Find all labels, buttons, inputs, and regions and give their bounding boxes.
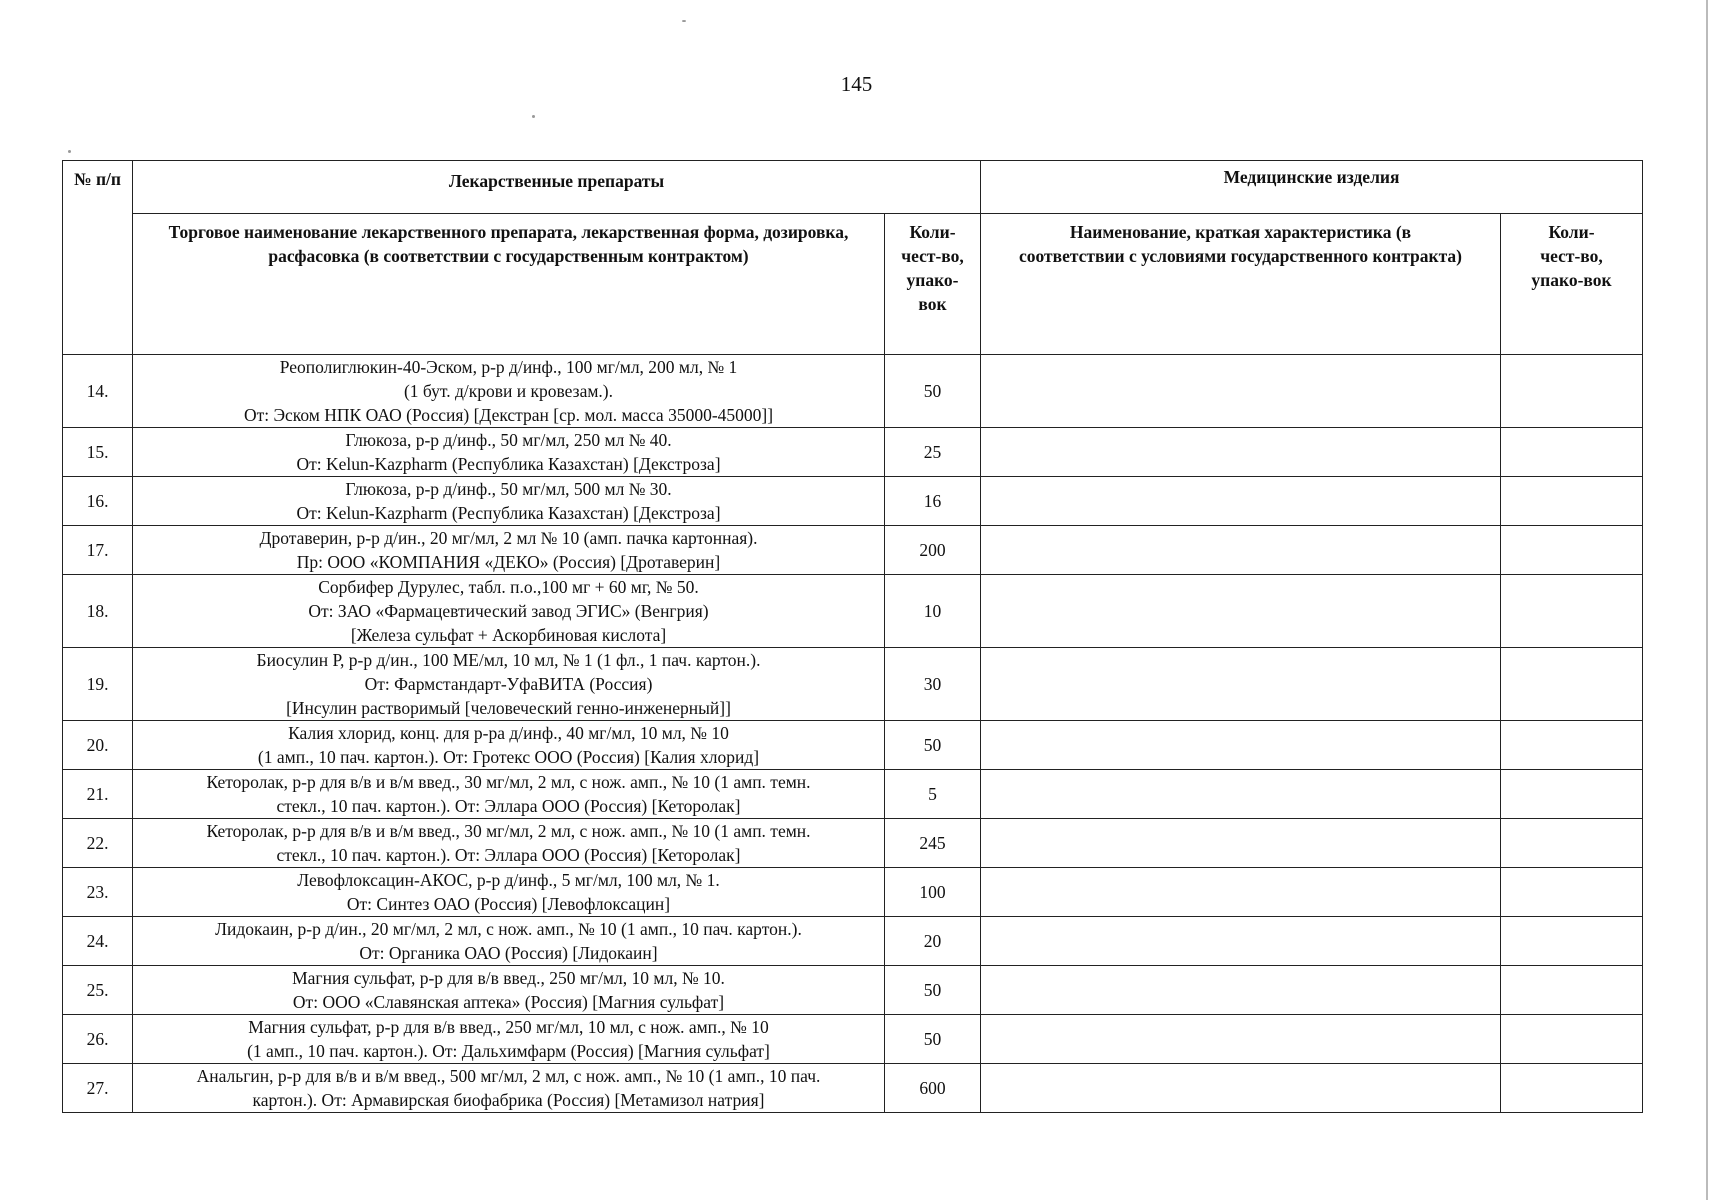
drug-description-line: Магния сульфат, р-р для в/в введ., 250 мг/мл, 10 мл, с нож. амп., № 10 (248, 1017, 769, 1037)
drug-description (133, 917, 885, 966)
device-description (981, 868, 1501, 917)
drug-description (133, 648, 885, 721)
header-drug-qty: Коли-чест-во, упако-вок (885, 214, 981, 355)
row-number: 14. (63, 355, 133, 428)
device-description (981, 477, 1501, 526)
drug-quantity: 50 (885, 721, 981, 770)
scan-speck (68, 150, 71, 153)
drug-quantity: 30 (885, 648, 981, 721)
drug-quantity: 245 (885, 819, 981, 868)
row-number: 22. (63, 819, 133, 868)
drug-quantity: 600 (885, 1064, 981, 1113)
device-quantity (1501, 770, 1643, 819)
drug-description-line: Реополиглюкин-40-Эском, р-р д/инф., 100 мг/мл, 200 мл, № 1 (279, 357, 738, 377)
drug-description-line: От: Kelun-Kazpharm (Республика Казахстан) [Декстроза] (296, 503, 721, 523)
drug-description (133, 1015, 885, 1064)
table-row (63, 868, 1643, 917)
device-quantity (1501, 1064, 1643, 1113)
table-row (63, 428, 1643, 477)
scan-edge-line (1706, 0, 1708, 1200)
drug-description-line: [Инсулин растворимый [человеческий генно-инженерный]] (286, 698, 731, 718)
drug-description-line: Глюкоза, р-р д/инф., 50 мг/мл, 500 мл № 30. (345, 479, 672, 499)
drug-description-line: [Железа сульфат + Аскорбиновая кислота] (350, 625, 667, 645)
row-number: 23. (63, 868, 133, 917)
drug-description-line: От: ЗАО «Фармацевтический завод ЭГИС» (Венгрия) (308, 601, 709, 621)
table-row (63, 477, 1643, 526)
device-quantity (1501, 477, 1643, 526)
drug-description (133, 966, 885, 1015)
device-description (981, 966, 1501, 1015)
drug-description-line: стекл., 10 пач. картон.). От: Эллара ООО (Россия) [Кеторолак] (276, 796, 741, 816)
drug-description-line: картон.). От: Армавирская биофабрика (Россия) [Метамизол натрия] (252, 1090, 765, 1110)
drug-description (133, 477, 885, 526)
drug-description-line: От: Органика ОАО (Россия) [Лидокаин] (359, 943, 658, 963)
table-row (63, 917, 1643, 966)
device-description (981, 770, 1501, 819)
device-quantity (1501, 819, 1643, 868)
device-quantity (1501, 355, 1643, 428)
device-description (981, 819, 1501, 868)
device-description (981, 1064, 1501, 1113)
drug-description-line: От: Синтез ОАО (Россия) [Левофлоксацин] (346, 894, 671, 914)
table-row (63, 770, 1643, 819)
drug-description (133, 575, 885, 648)
drug-description-line: Магния сульфат, р-р для в/в введ., 250 мг/мл, 10 мл, № 10. (292, 968, 725, 988)
drug-quantity: 100 (885, 868, 981, 917)
drug-description-line: От: ООО «Славянская аптека» (Россия) [Магния сульфат] (292, 992, 725, 1012)
row-number: 18. (63, 575, 133, 648)
table-row (63, 355, 1643, 428)
drug-description (133, 526, 885, 575)
device-quantity (1501, 575, 1643, 648)
row-number: 19. (63, 648, 133, 721)
device-description (981, 721, 1501, 770)
row-number: 17. (63, 526, 133, 575)
table-row (63, 1064, 1643, 1113)
drug-description-line: (1 бут. д/крови и кровезам.). (403, 381, 613, 401)
row-number: 26. (63, 1015, 133, 1064)
drug-quantity: 50 (885, 355, 981, 428)
device-quantity (1501, 917, 1643, 966)
drug-description (133, 428, 885, 477)
drug-description-line: Дротаверин, р-р д/ин., 20 мг/мл, 2 мл № 10 (амп. пачка картонная). (259, 528, 758, 548)
drug-description-line: Калия хлорид, конц. для р-ра д/инф., 40 мг/мл, 10 мл, № 10 (288, 723, 729, 743)
device-description (981, 917, 1501, 966)
drug-description (133, 819, 885, 868)
drug-description (133, 1064, 885, 1113)
drug-description (133, 868, 885, 917)
device-description (981, 428, 1501, 477)
drug-description-line: От: Эском НПК ОАО (Россия) [Декстран [ср. мол. масса 35000-45000]] (243, 405, 774, 425)
drug-description-line: Сорбифер Дурулес, табл. п.о.,100 мг + 60 мг, № 50. (318, 577, 699, 597)
drugs-devices-table (62, 160, 1643, 1113)
drug-quantity: 50 (885, 966, 981, 1015)
device-quantity (1501, 526, 1643, 575)
scan-speck (682, 20, 686, 22)
row-number: 21. (63, 770, 133, 819)
page-number: 145 (840, 72, 873, 96)
drug-description (133, 770, 885, 819)
device-description (981, 1015, 1501, 1064)
drug-description-line: Биосулин Р, р-р д/ин., 100 МЕ/мл, 10 мл, № 1 (1 фл., 1 пач. картон.). (256, 650, 761, 670)
row-number: 24. (63, 917, 133, 966)
drug-quantity: 50 (885, 1015, 981, 1064)
header-drug-name: Торговое наименование лекарственного препарата, лекарственная форма, дозировка, расфасовка (в соответствии с государственным контрактом) (133, 214, 885, 355)
header-device-qty: Коли-чест-во, упако-вок (1501, 214, 1643, 355)
drug-description-line: Пр: ООО «КОМПАНИЯ «ДЕКО» (Россия) [Дротаверин] (296, 552, 721, 572)
table-row (63, 1015, 1643, 1064)
table-row (63, 819, 1643, 868)
table-row (63, 526, 1643, 575)
drug-quantity: 5 (885, 770, 981, 819)
row-number: 15. (63, 428, 133, 477)
drug-description-line: От: Kelun-Kazpharm (Республика Казахстан) [Декстроза] (296, 454, 721, 474)
drug-description-line: Кеторолак, р-р для в/в и в/м введ., 30 мг/мл, 2 мл, с нож. амп., № 10 (1 амп. темн. (206, 772, 811, 792)
device-quantity (1501, 648, 1643, 721)
device-description (981, 355, 1501, 428)
drug-description (133, 355, 885, 428)
drug-quantity: 10 (885, 575, 981, 648)
scan-speck (532, 115, 535, 118)
header-num: № п/п (63, 161, 133, 355)
drug-quantity: 25 (885, 428, 981, 477)
drug-description-line: Глюкоза, р-р д/инф., 50 мг/мл, 250 мл № 40. (345, 430, 672, 450)
device-quantity (1501, 966, 1643, 1015)
drug-description-line: Лидокаин, р-р д/ин., 20 мг/мл, 2 мл, с нож. амп., № 10 (1 амп., 10 пач. картон.). (215, 919, 802, 939)
drug-description-line: Анальгин, р-р для в/в и в/м введ., 500 мг/мл, 2 мл, с нож. амп., № 10 (1 амп., 10 пач. (196, 1066, 821, 1086)
table-row (63, 966, 1643, 1015)
device-quantity (1501, 868, 1643, 917)
drug-quantity: 16 (885, 477, 981, 526)
drug-description-line: Левофлоксацин-АКОС, р-р д/инф., 5 мг/мл, 100 мл, № 1. (297, 870, 720, 890)
table-row (63, 721, 1643, 770)
drug-quantity: 200 (885, 526, 981, 575)
drug-description-line: От: Фармстандарт-УфаВИТА (Россия) (364, 674, 653, 694)
drug-description (133, 721, 885, 770)
device-quantity (1501, 428, 1643, 477)
row-number: 16. (63, 477, 133, 526)
header-devices-group: Медицинские изделия (981, 161, 1643, 214)
device-description (981, 575, 1501, 648)
table-row (63, 575, 1643, 648)
drug-description-line: (1 амп., 10 пач. картон.). От: Гротекс ООО (Россия) [Калия хлорид] (257, 747, 760, 767)
row-number: 27. (63, 1064, 133, 1113)
row-number: 20. (63, 721, 133, 770)
drug-description-line: Кеторолак, р-р для в/в и в/м введ., 30 мг/мл, 2 мл, с нож. амп., № 10 (1 амп. темн. (206, 821, 811, 841)
drug-quantity: 20 (885, 917, 981, 966)
drug-description-line: (1 амп., 10 пач. картон.). От: Дальхимфарм (Россия) [Магния сульфат] (247, 1041, 770, 1061)
header-device-name: Наименование, краткая характеристика (в соответствии с условиями государственного контракта) (981, 214, 1501, 355)
device-description (981, 526, 1501, 575)
device-description (981, 648, 1501, 721)
device-quantity (1501, 1015, 1643, 1064)
drug-description-line: стекл., 10 пач. картон.). От: Эллара ООО (Россия) [Кеторолак] (276, 845, 741, 865)
row-number: 25. (63, 966, 133, 1015)
table-body (63, 355, 1643, 1113)
device-quantity (1501, 721, 1643, 770)
table-row (63, 648, 1643, 721)
header-drugs-group: Лекарственные препараты (133, 161, 981, 214)
